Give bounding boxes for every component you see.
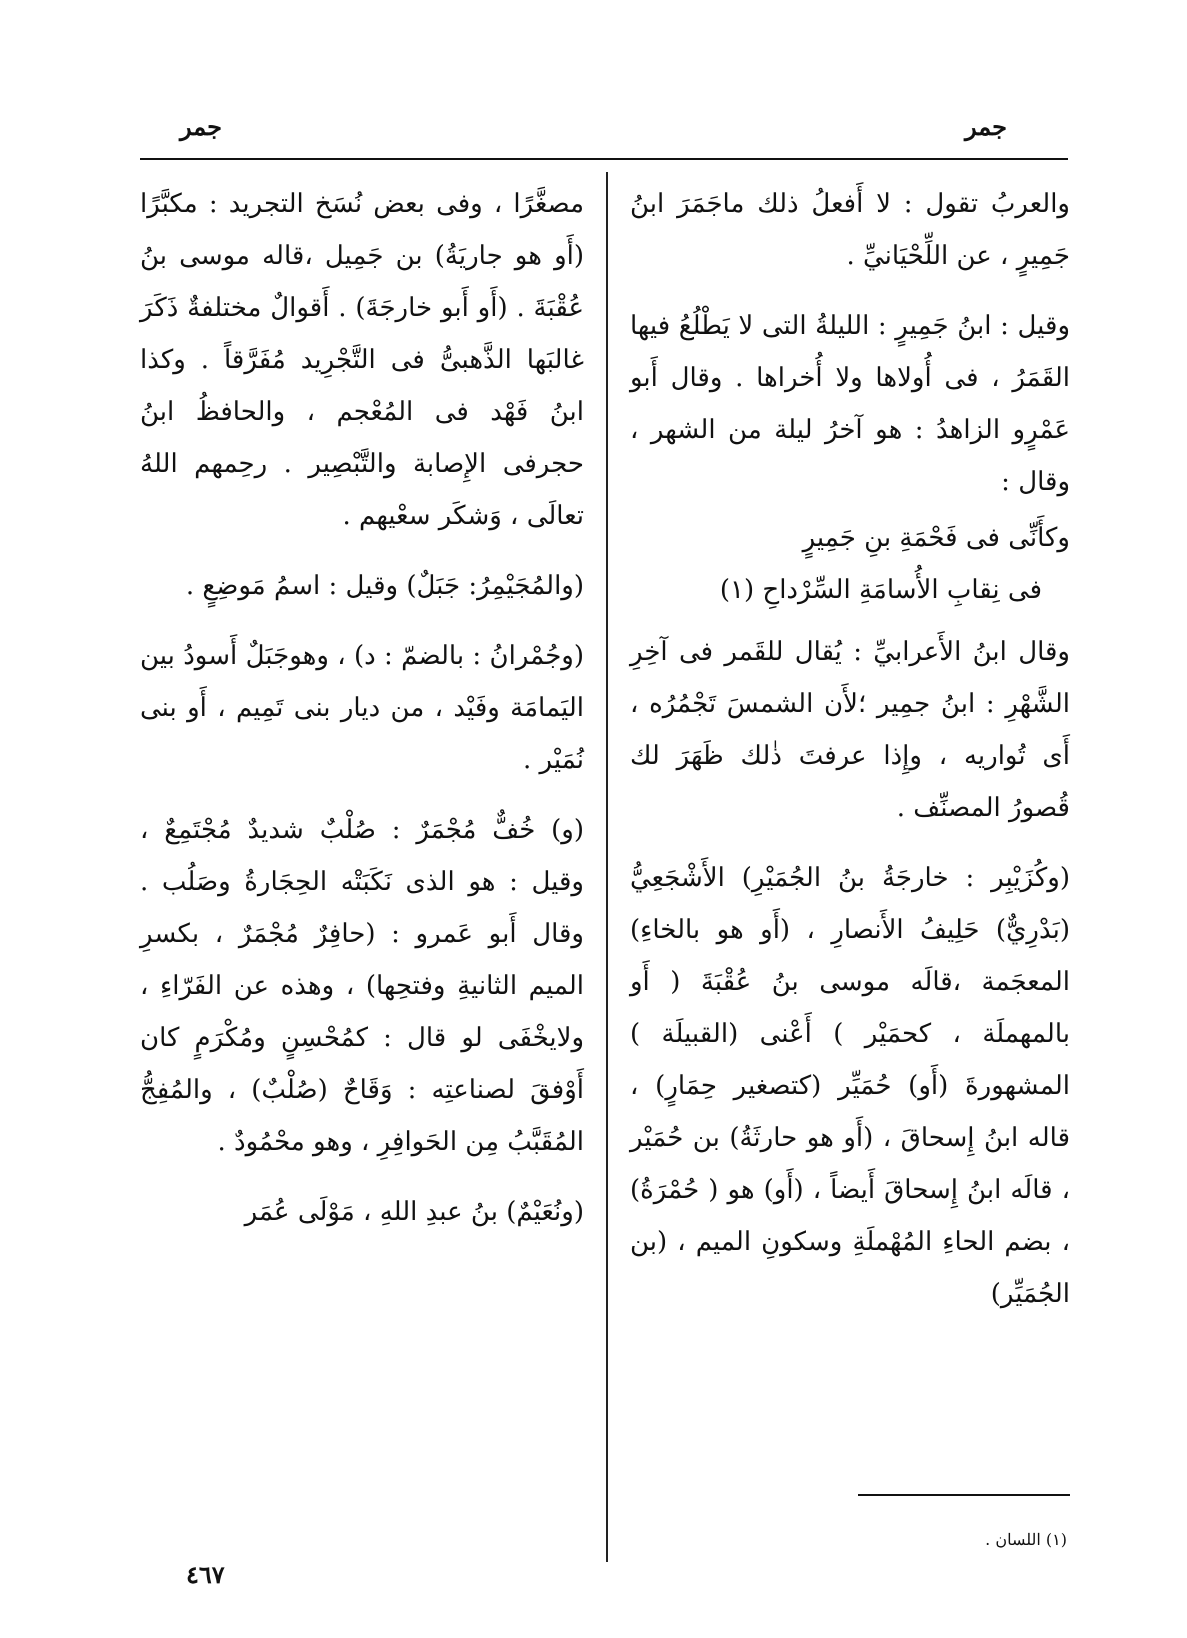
page-number: ٤٦٧ [186, 1560, 225, 1589]
footnote: (١) اللسان . [985, 1530, 1067, 1549]
paragraph: (وكُزَيْبِر : خارجَةُ بنُ الجُمَيْرِ) الأَشْجَعِيُّ (بَدْرِيٌّ) حَلِيفُ الأَنصارِ ، (أَو هو بالخاءِ) المعجَمة ،قالَه موسى بنُ عُقْبَةَ ( أَو بالمهملَة ، كحمَيْر ) أَعْنى (القبيلَة ) المشهورةَ (أَو) حُمَيِّر (كتصغير حِمَارٍ) ، قاله ابنُ إِسحاقَ ، (أَو هو حارثَةُ) بن حُمَيْر ، قالَه ابنُ إِسحاقَ أَيضاً ، (أَو) هو ( حُمْرَةُ) ، بضم الحاءِ المُهْملَةِ وسكونِ الميم ، (بن الجُمَيِّر) [630, 863, 1070, 1309]
column-divider [606, 172, 608, 1562]
verse-line: فى نِقابِ الأُسامَةِ السِّرْداحِ (١) [719, 575, 1042, 605]
paragraph: (ونُعَيْمٌ) بنُ عبدِ اللهِ ، مَوْلَى عُمَر [244, 1197, 584, 1227]
paragraph: وقال ابنُ الأَعرابيِّ : يُقال للقَمر فى آخِرِ الشَّهْرِ : ابنُ جمِير ؛لأَن الشمسَ تَجْمُرُه ، أَى تُواريه ، وإِذا عرفتَ ذٰلك ظَهَرَ لك قُصورُ المصنِّف . [630, 637, 1070, 823]
paragraph: وقيل : ابنُ جَمِيرٍ : الليلةُ التى لا يَطْلُعُ فيها القَمَرُ ، فى أُولاها ولا أُخراها . وقال أَبو عَمْرٍو الزاهدُ : هو آخرُ ليلة من الشهر ، وقال : [630, 311, 1070, 497]
paragraph: مصغَّرًا ، وفى بعض نُسَخ التجريد : مكبَّرًا (أَو هو جاريَةُ) بن جَمِيل ،قاله موسى بنُ عُقْبَةَ . (أَو أَبو خارجَةَ) . أَقوالٌ مختلفةٌ ذَكَرَ غالبَها الذَّهبىُّ فى التَّجْرِيد مُفَرَّقاً . وكذا ابنُ فَهْد فى المُعْجم ، والحافظُ ابنُ حجرفى الإِصابة والتَّبْصِير . رحِمهم اللهُ تعالَى ، وَشكَر سعْيهم . [140, 189, 584, 531]
header-rule [140, 158, 1068, 160]
left-column [140, 178, 584, 1256]
paragraph: (وجُمْرانُ : بالضمّ : د) ، وهوجَبَلٌ أَسودُ بين اليَمامَة وفَيْد ، من ديار بنى تَمِيم ، أَو بنى نُمَيْر . [140, 641, 584, 775]
footnote-rule [858, 1494, 1070, 1496]
verse-line: وكأَنِّى فى فَحْمَةِ بنِ جَمِيرٍ [802, 523, 1070, 553]
right-column [630, 178, 1070, 1338]
paragraph: (و) خُفٌّ مُجْمَرٌ : صُلْبٌ شديدٌ مُجْتَمِعٌ ، وقيل : هو الذى نَكَبَتْه الحِجَارةُ وصَلُب . وقال أَبو عَمرو : (حافِرٌ مُجْمَرٌ ، بكسرِ الميم الثانيةِ وفتحِها) ، وهذه عن الفَرّاءِ ، ولايخْفَى لو قال : كمُحْسِنٍ ومُكْرَمٍ كان أَوْفقَ لصناعتِه : وَقَاحٌ (صُلْبٌ) ، والمُفِجُّ المُقَبَّبُ مِن الحَوافِرِ ، وهو محْمُودٌ . [140, 815, 584, 1157]
paragraph: والعربُ تقول : لا أَفعلُ ذلك ماجَمَرَ ابنُ جَمِيرٍ ، عن اللِّحْيَانيِّ . [630, 189, 1070, 271]
running-header-right: جمر [965, 112, 1007, 141]
paragraph: (والمُجَيْمِرُ: جَبَلٌ) وقيل : اسمُ مَوضِعٍ . [185, 571, 584, 601]
running-header-left: جمر [180, 112, 222, 141]
verse [630, 512, 1070, 616]
